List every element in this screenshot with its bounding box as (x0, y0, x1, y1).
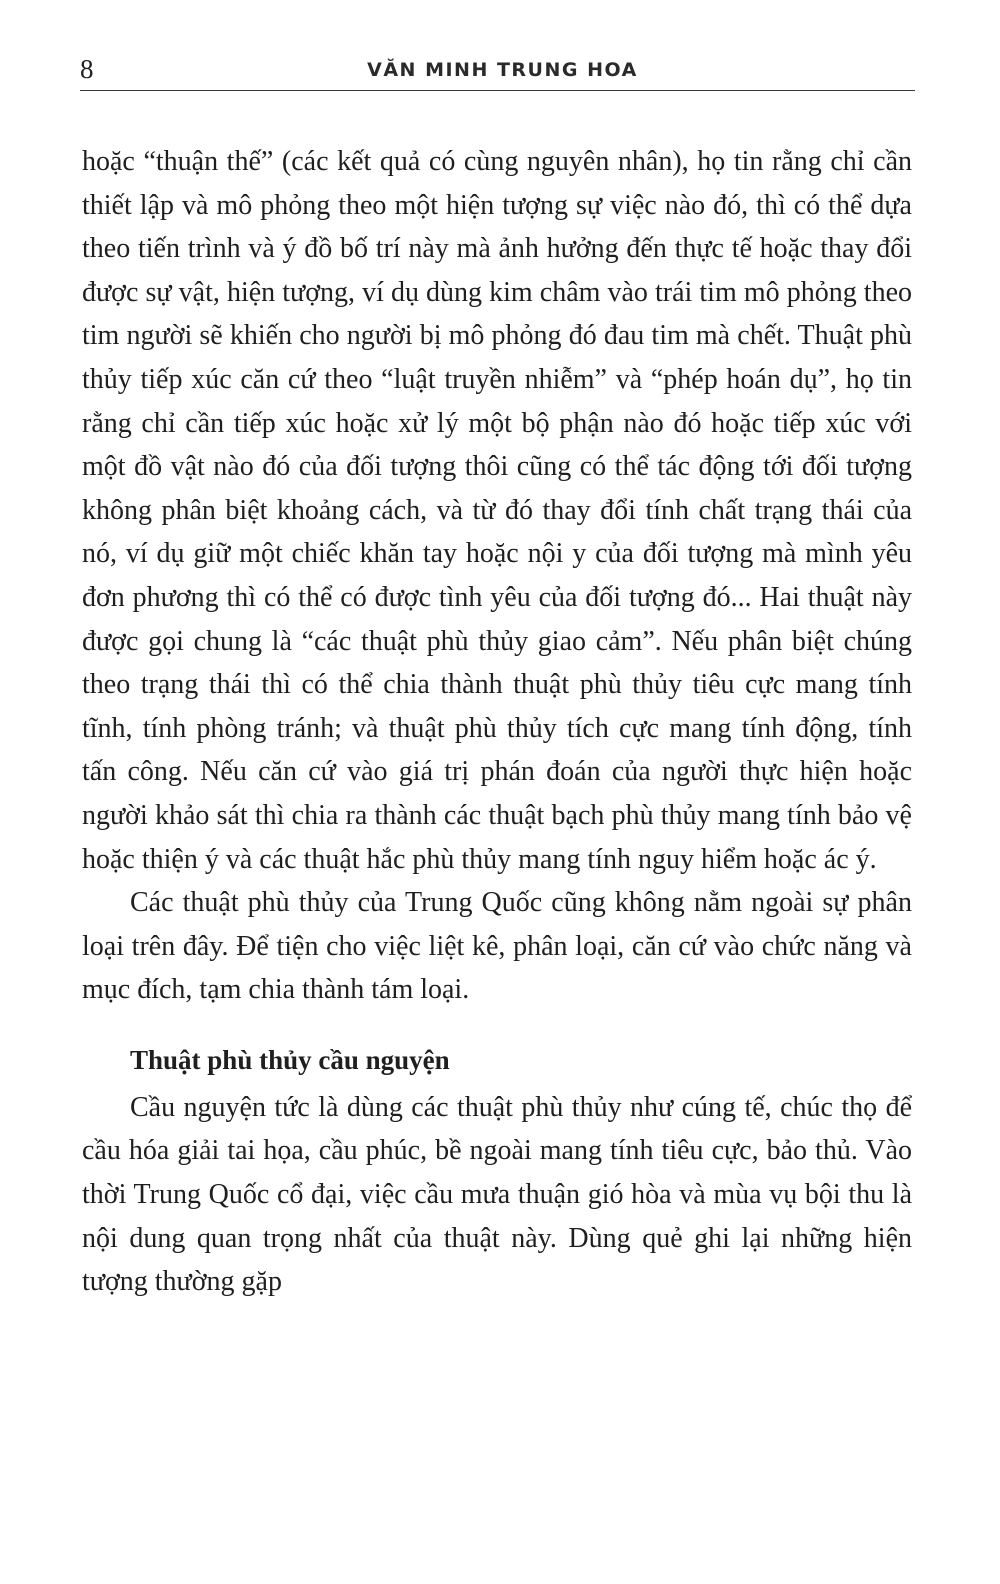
page-number: 8 (80, 54, 94, 84)
paragraph: Cầu nguyện tức là dùng các thuật phù thủy như cúng tế, chúc thọ để cầu hóa giải tai họa, cầu phúc, bề ngoài mang tính tiêu cực, bảo thủ. Vào thời Trung Quốc cổ đại, việc cầu mưa thuận gió hòa và mùa vụ bội thu là nội dung quan trọng nhất của thuật này. Dùng quẻ ghi lại những hiện tượng thường gặp (82, 1091, 912, 1298)
book-title: VĂN MINH TRUNG HOA (367, 59, 638, 81)
running-header (80, 52, 915, 91)
section-heading: Thuật phù thủy cầu nguyện (130, 1044, 450, 1075)
paragraph: Các thuật phù thủy của Trung Quốc cũng không nằm ngoài sự phân loại trên đây. Để tiện cho việc liệt kê, phân loại, căn cứ vào chức năng và mục đích, tạm chia thành tám loại. (82, 887, 912, 1006)
body-text (82, 140, 912, 1304)
paragraph: hoặc “thuận thế” (các kết quả có cùng nguyên nhân), họ tin rằng chỉ cần thiết lập và mô phỏng theo một hiện tượng sự việc nào đó, thì có thể dựa theo tiến trình và ý đồ bố trí này mà ảnh hưởng đến thực tế hoặc thay đổi được sự vật, hiện tượng, ví dụ dùng kim châm vào trái tim mô phỏng theo tim người sẽ khiến cho người bị mô phỏng đó đau tim mà chết. Thuật phù thủy tiếp xúc căn cứ theo “luật truyền nhiễm” và “phép hoán dụ”, họ tin rằng chỉ cần tiếp xúc hoặc xử lý một bộ phận nào đó hoặc tiếp xúc với một đồ vật nào đó của đối tượng thôi cũng có thể tác động tới đối tượng không phân biệt khoảng cách, và từ đó thay đổi tính chất trạng thái của nó, ví dụ giữ một chiếc khăn tay hoặc nội y của đối tượng mà mình yêu đơn phương thì có thể có được tình yêu của đối tượng đó... Hai thuật này được gọi chung là “các thuật phù thủy giao cảm”. Nếu phân biệt chúng theo trạng thái thì có thể chia thành thuật phù thủy tiêu cực mang tính tĩnh, tính phòng tránh; và thuật phù thủy tích cực mang tính động, tính tấn công. Nếu căn cứ vào giá trị phán đoán của người thực hiện hoặc người khảo sát thì chia ra thành các thuật bạch phù thủy mang tính bảo vệ hoặc thiện ý và các thuật hắc phù thủy mang tính nguy hiểm hoặc ác ý. (82, 146, 912, 875)
